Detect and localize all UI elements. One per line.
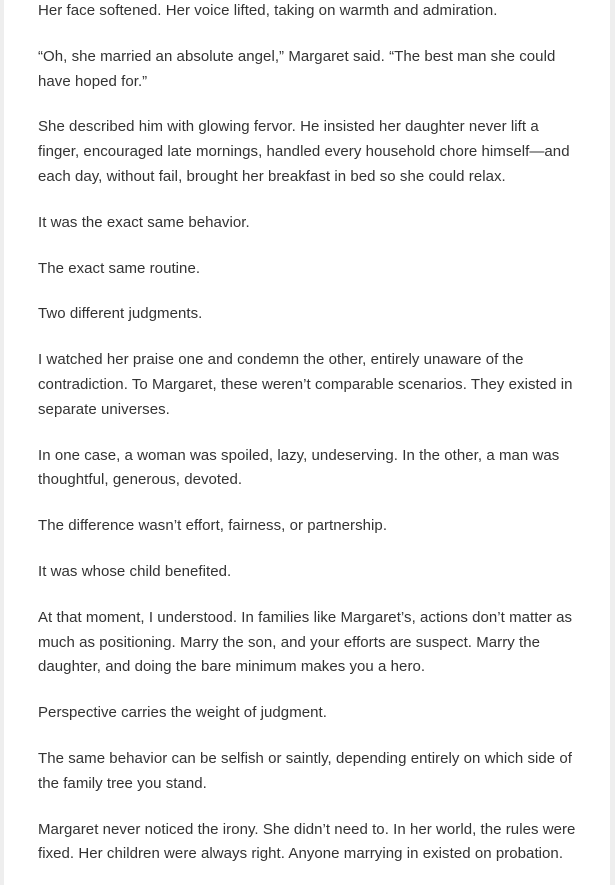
paragraph: It was the exact same behavior. <box>38 213 250 231</box>
paragraph: At that moment, I understood. In families like Margaret’s, actions don’t matter as much as positioning. Marry the son, and your efforts are suspect. Marry the daughter, and doing the bare minimum makes you a hero. <box>38 608 573 676</box>
paragraph: I watched her praise one and condemn the other, entirely unaware of the contradiction. To Margaret, these weren’t comparable scenarios. They existed in separate universes. <box>38 351 573 418</box>
paragraph: The same behavior can be selfish or saintly, depending entirely on which side of the family tree you stand. <box>38 749 573 792</box>
paragraph: She described him with glowing fervor. He insisted her daughter never lift a finger, encouraged late mornings, handled every household chore himself—and each day, without fail, brought her breakfast in bed so she could relax. <box>38 118 570 185</box>
paragraph: It was whose child benefited. <box>38 562 232 580</box>
page <box>4 0 610 885</box>
article-body <box>38 0 582 867</box>
paragraph: Margaret never noticed the irony. She didn’t need to. In her world, the rules were fixed. Her children were always right. Anyone marrying in existed on probation. <box>38 820 576 863</box>
paragraph: Perspective carries the weight of judgment. <box>38 704 327 722</box>
paragraph: In one case, a woman was spoiled, lazy, undeserving. In the other, a man was thoughtful, generous, devoted. <box>38 446 560 489</box>
paragraph: The difference wasn’t effort, fairness, or partnership. <box>38 517 388 535</box>
paragraph: Two different judgments. <box>38 305 203 323</box>
paragraph: The exact same routine. <box>38 259 201 277</box>
paragraph: Her face softened. Her voice lifted, taking on warmth and admiration. <box>38 2 498 19</box>
paragraph: “Oh, she married an absolute angel,” Margaret said. “The best man she could have hoped for.” <box>38 47 556 90</box>
